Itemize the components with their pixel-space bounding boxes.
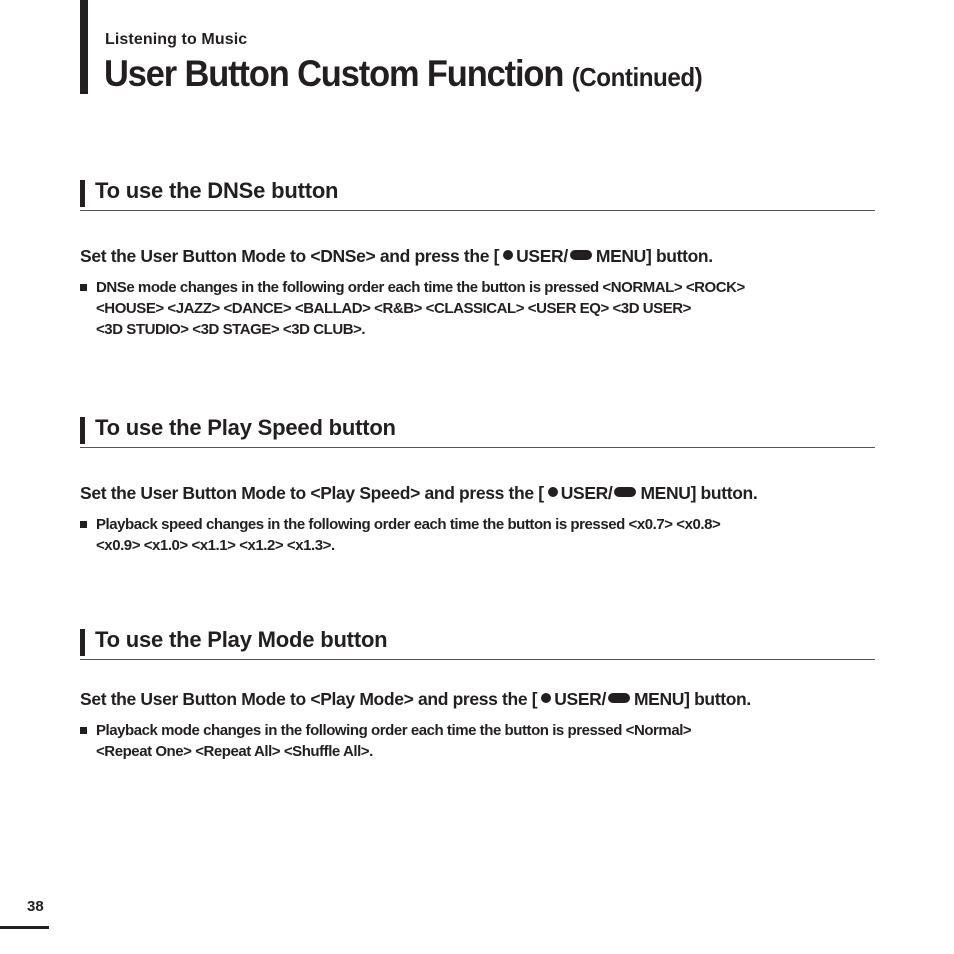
instruction-user-label: USER/ <box>516 246 568 266</box>
user-button-icon <box>503 250 513 260</box>
note-line: Playback mode changes in the following order each time the button is pressed <Normal> <box>96 722 692 739</box>
menu-button-icon <box>570 250 592 260</box>
note <box>80 277 745 340</box>
bullet-square-icon <box>80 284 87 291</box>
note <box>80 720 691 762</box>
instruction-text: Set the User Button Mode to <DNSe> and press the [ <box>80 246 500 266</box>
user-button-icon <box>541 693 551 703</box>
bullet-square-icon <box>80 727 87 734</box>
section-play-speed <box>80 413 875 554</box>
menu-button-icon <box>608 693 630 703</box>
user-button-icon <box>548 487 558 497</box>
section-title: To use the Play Mode button <box>95 627 388 652</box>
breadcrumb: Listening to Music <box>105 31 248 48</box>
instruction-user-label: USER/ <box>554 689 606 709</box>
header-accent-bar <box>80 0 88 94</box>
note-line: <HOUSE> <JAZZ> <DANCE> <BALLAD> <R&B> <CLASSICAL> <USER EQ> <3D USER> <box>96 300 691 317</box>
section-accent-bar <box>80 417 85 444</box>
instruction-menu-label: MENU] button. <box>595 246 713 266</box>
note-line: <x0.9> <x1.0> <x1.1> <x1.2> <x1.3>. <box>96 537 335 554</box>
page-number-rule <box>0 926 49 929</box>
instruction-menu-label: MENU] button. <box>640 483 758 503</box>
section-header <box>80 413 875 448</box>
bullet-square-icon <box>80 521 87 528</box>
page-title-suffix: (Continued) <box>571 62 703 92</box>
note-line: <Repeat One> <Repeat All> <Shuffle All>. <box>96 743 373 760</box>
page-title-main: User Button Custom Function <box>104 53 564 94</box>
menu-button-icon <box>614 487 636 497</box>
section-accent-bar <box>80 629 85 656</box>
note-line: Playback speed changes in the following order each time the button is pressed <x0.7> <x0.8> <box>96 516 721 533</box>
instruction-text: Set the User Button Mode to <Play Speed> and press the [ <box>80 483 544 503</box>
instruction <box>80 483 757 504</box>
instruction-menu-label: MENU] button. <box>633 689 751 709</box>
note <box>80 514 720 556</box>
note-line: <3D STUDIO> <3D STAGE> <3D CLUB>. <box>96 321 366 338</box>
instruction-text: Set the User Button Mode to <Play Mode> and press the [ <box>80 689 538 709</box>
section-title: To use the DNSe button <box>95 178 339 203</box>
note-line: DNSe mode changes in the following order each time the button is pressed <NORMAL> <ROCK> <box>96 279 745 296</box>
section-accent-bar <box>80 180 85 207</box>
section-title: To use the Play Speed button <box>95 415 396 440</box>
instruction <box>80 246 713 267</box>
instruction <box>80 689 751 710</box>
section-header <box>80 625 875 660</box>
page-title <box>104 52 702 99</box>
section-header <box>80 176 875 211</box>
section-play-mode <box>80 625 875 760</box>
page-number: 38 <box>27 898 44 915</box>
instruction-user-label: USER/ <box>560 483 613 503</box>
section-dnse <box>80 176 875 338</box>
